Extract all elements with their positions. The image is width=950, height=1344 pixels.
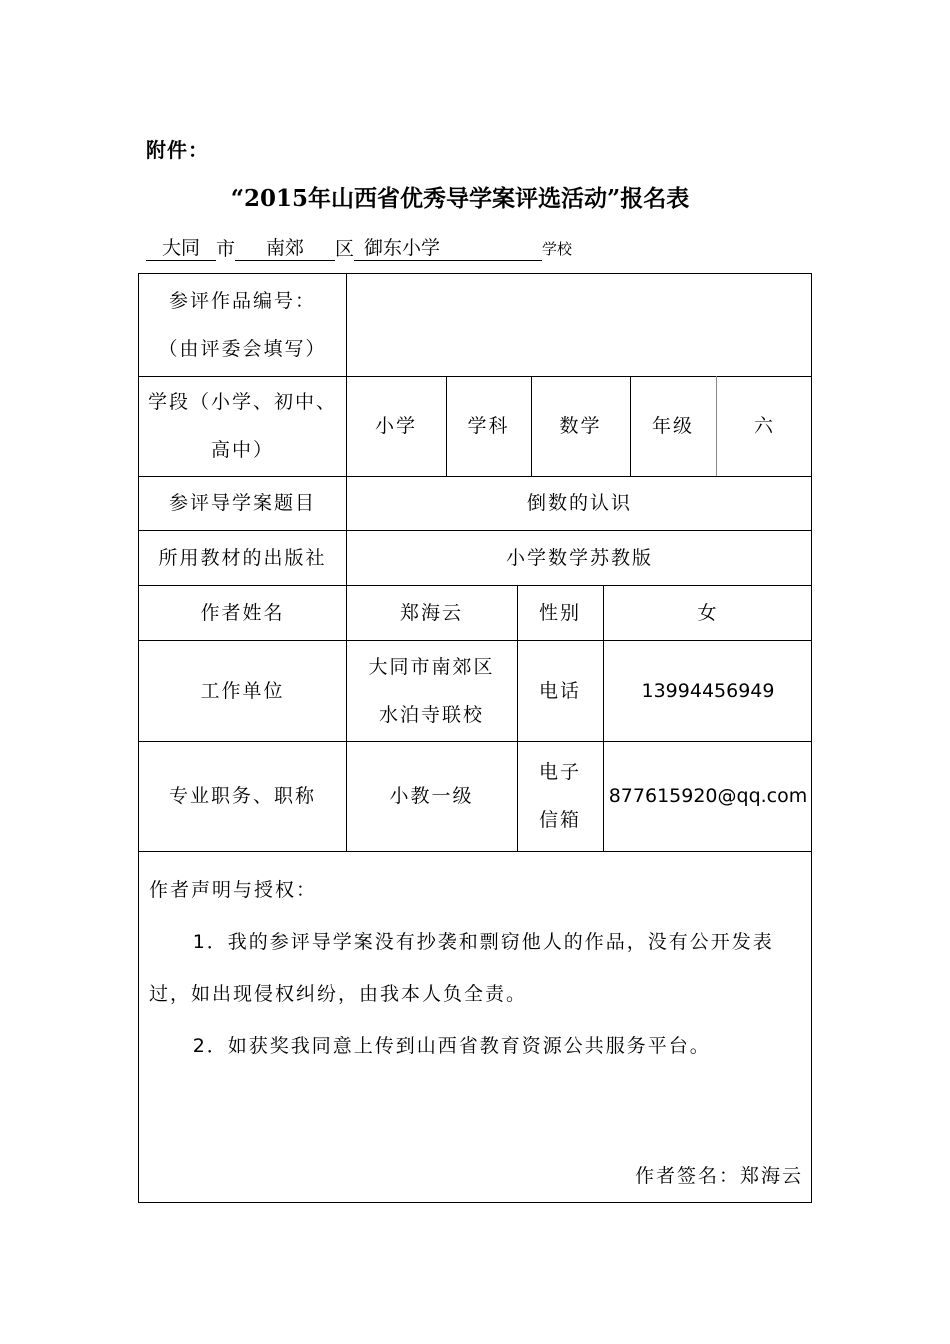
declaration-heading: 作者声明与授权： xyxy=(149,879,318,901)
declaration-item-1: 1．我的参评导学案没有抄袭和剽窃他人的作品，没有公开发表过，如出现侵权纠纷，由我本人负全责。 xyxy=(149,931,774,1005)
signature-value: 郑海云 xyxy=(739,1165,803,1187)
phone-value: 13994456949 xyxy=(641,679,775,702)
district-value: 南郊 xyxy=(235,236,335,261)
stage-value: 小学 xyxy=(374,415,417,437)
stage-label: 学段（小学、初中、 高中） xyxy=(147,391,337,461)
work-unit-label: 工作单位 xyxy=(200,679,285,702)
publisher-label: 所用教材的出版社 xyxy=(158,546,327,569)
school-line xyxy=(146,236,572,261)
topic-value: 倒数的认识 xyxy=(526,492,632,514)
gender-label: 性别 xyxy=(538,601,581,624)
author-signature xyxy=(635,1161,803,1188)
entry-no-label: 参评作品编号： （由评委会填写） xyxy=(158,290,327,360)
topic-label: 参评导学案题目 xyxy=(168,492,316,514)
grade-label: 年级 xyxy=(651,415,694,437)
declaration-item-2: 2．如获奖我同意上传到山西省教育资源公共服务平台。 xyxy=(192,1035,711,1057)
school-value: 御东小学 xyxy=(354,236,542,261)
entry-no-value xyxy=(346,274,813,376)
publisher-value: 小学数学苏教版 xyxy=(505,546,653,569)
grade-value: 六 xyxy=(753,415,775,437)
author-label: 作者姓名 xyxy=(200,601,285,624)
subject-value: 数学 xyxy=(559,415,602,437)
signature-label: 作者签名： xyxy=(634,1165,740,1187)
work-unit-value: 大同市南郊区 水泊寺联校 xyxy=(368,655,495,726)
email-value: 877615920@qq.com xyxy=(608,785,808,807)
city-value: 大同 xyxy=(146,236,216,261)
attachment-label: 附件： xyxy=(146,138,209,162)
title-label: 专业职务、职称 xyxy=(168,785,316,807)
declaration xyxy=(149,864,803,1072)
email-label: 电子 信箱 xyxy=(538,761,581,831)
form-title: “2015年山西省优秀导学案评选活动”报名表 xyxy=(230,185,690,212)
registration-form xyxy=(138,273,812,1203)
subject-label: 学科 xyxy=(467,415,510,437)
title-value: 小教一级 xyxy=(389,785,474,807)
phone-label: 电话 xyxy=(538,679,581,702)
gender-value: 女 xyxy=(697,601,719,624)
city-suffix: 市 xyxy=(216,238,236,260)
author-value: 郑海云 xyxy=(399,601,463,624)
district-suffix: 区 xyxy=(335,238,355,260)
school-suffix: 学校 xyxy=(542,240,573,258)
